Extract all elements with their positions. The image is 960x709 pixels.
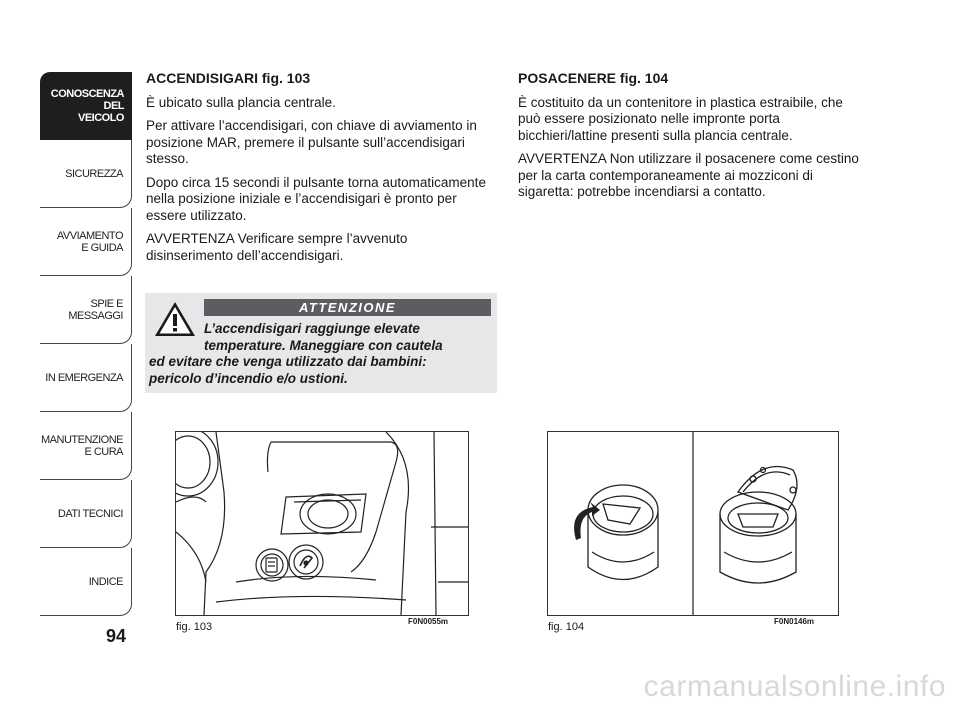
paragraph: AVVERTENZA Verificare sempre l’avvenuto disinserimento dell’accendisigari.	[146, 231, 408, 263]
ashtray-illustration	[548, 432, 838, 615]
tab-label: IN EMERGENZA	[45, 371, 123, 384]
tab-label: CONOSCENZA	[50, 88, 124, 100]
figure-103-code: F0N0055m	[408, 617, 449, 626]
tab-indice[interactable]	[40, 548, 132, 616]
warning-box	[145, 293, 497, 393]
rotate-arrow-icon	[574, 502, 600, 540]
tab-manutenzione-e-cura[interactable]	[40, 412, 132, 480]
figure-103-cigarette-lighter	[175, 431, 469, 616]
paragraph: È costituito da un contenitore in plastica estraibile, che può essere posizionato nelle impronte porta bicchieri/lattine presenti sulla plancia centrale.	[518, 94, 843, 143]
tab-sicurezza[interactable]	[40, 140, 132, 208]
section-title: POSACENERE fig. 104	[518, 70, 669, 86]
tab-dati-tecnici[interactable]	[40, 480, 132, 548]
page-number: 94	[105, 626, 126, 646]
tab-in-emergenza[interactable]	[40, 344, 132, 412]
figure-104-caption: fig. 104	[548, 621, 585, 633]
figure-104-code: F0N0146m	[774, 617, 815, 626]
watermark: carmanualsonline.info	[643, 670, 946, 703]
posacenere-section	[518, 70, 863, 208]
tab-label: INDICE	[88, 575, 123, 588]
tab-label: MANUTENZIONE	[41, 433, 123, 446]
warning-line: temperature. Maneggiare con cautela	[204, 337, 443, 353]
warning-text	[149, 321, 489, 387]
cigarette-lighter	[289, 545, 323, 579]
power-socket	[256, 549, 288, 581]
figure-104-ashtray	[547, 431, 839, 616]
tab-label: SPIE E	[90, 297, 123, 310]
tab-avviamento-e-guida[interactable]	[40, 208, 132, 276]
warning-line: L’accendisigari raggiunge elevate	[204, 321, 420, 336]
warning-header: ATTENZIONE	[204, 299, 491, 316]
accendisigari-section	[146, 70, 496, 271]
paragraph: Per attivare l’accendisigari, con chiave di avviamento in posizione MAR, premere il pulsante sull’accendisigari stesso.	[146, 118, 477, 166]
tab-label: E CURA	[84, 445, 123, 458]
section-title: ACCENDISIGARI fig. 103	[146, 70, 311, 86]
tab-label: AVVIAMENTO	[56, 229, 123, 242]
tab-conoscenza-del-veicolo[interactable]	[40, 72, 132, 140]
tab-label: MESSAGGI	[68, 309, 123, 322]
tab-label: DATI TECNICI	[57, 507, 123, 520]
tab-label: SICUREZZA	[65, 167, 123, 180]
cigarette-lighter-illustration	[176, 432, 468, 615]
warning-line: ed evitare che venga utilizzato dai bambini:	[149, 354, 427, 369]
paragraph: Dopo circa 15 secondi il pulsante torna automaticamente nella posizione iniziale e l’accendisigari è pronto per essere utilizzato.	[146, 174, 486, 223]
tab-spie-e-messaggi[interactable]	[40, 276, 132, 344]
warning-line: pericolo d’incendio e/o ustioni.	[149, 370, 348, 386]
tab-label: DEL	[103, 100, 124, 112]
tab-label: VEICOLO	[77, 112, 124, 124]
paragraph: AVVERTENZA Non utilizzare il posacenere come cestino per la carta contemporaneamente ai mozziconi di sigaretta: potrebbe incendiarsi a contatto.	[518, 151, 859, 199]
chapter-tabs	[40, 72, 132, 616]
figure-103-caption: fig. 103	[176, 621, 213, 633]
paragraph: È ubicato sulla plancia centrale.	[146, 94, 336, 110]
tab-label: E GUIDA	[81, 241, 123, 254]
